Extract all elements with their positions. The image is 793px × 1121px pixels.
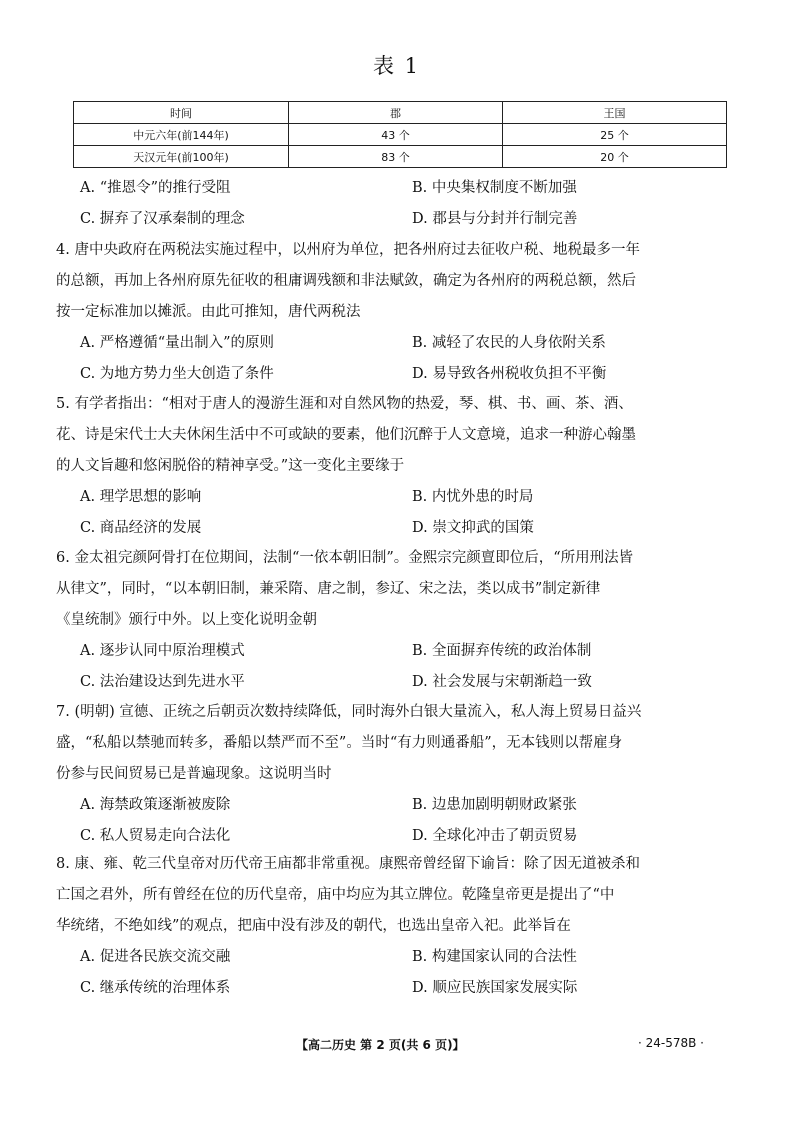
option-c: C. 为地方势力坐大创造了条件 (80, 366, 274, 382)
stem-line: 4. 唐中央政府在两税法实施过程中，以州府为单位，把各州府过去征收户税、地税最多一年 (56, 242, 640, 258)
page-info: 【高二历史 第 2 页(共 6 页)】 (296, 1038, 465, 1052)
stem-line: 按一定标准加以摊派。由此可推知，唐代两税法 (56, 304, 361, 320)
table-cell: 43 个 (289, 124, 503, 146)
question-7 (56, 697, 746, 852)
table-cell: 83 个 (289, 146, 503, 168)
question-stem (56, 849, 746, 942)
option-b: B. 减轻了农民的人身依附关系 (412, 335, 606, 351)
option-d: D. 全球化冲击了朝贡贸易 (412, 828, 578, 844)
option-a: A. “推恩令”的推行受阻 (80, 180, 231, 196)
option-b: B. 边患加剧明朝财政紧张 (412, 797, 577, 813)
table-header-cell: 王国 (503, 102, 727, 124)
stem-line: 6. 金太祖完颜阿骨打在位期间，法制“一依本朝旧制”。金熙宗完颜亶即位后，“所用刑法皆 (56, 550, 634, 566)
table-header-cell: 时间 (74, 102, 289, 124)
question-stem (56, 235, 746, 328)
question-4 (56, 235, 746, 390)
question-6 (56, 543, 746, 698)
table-row (74, 124, 727, 146)
stem-line: 华统绪，不绝如线”的观点，把庙中没有涉及的朝代，也选出皇帝入祀。此举旨在 (56, 918, 571, 934)
question-3-options (56, 173, 746, 235)
table-title: 表 1 (372, 54, 421, 78)
option-d: D. 易导致各州税收负担不平衡 (412, 366, 607, 382)
stem-line: 的总额，再加上各州府原先征收的租庸调残额和非法赋敛，确定为各州府的两税总额，然后 (56, 273, 636, 289)
option-a: A. 逐步认同中原治理模式 (80, 643, 245, 659)
option-d: D. 社会发展与宋朝渐趋一致 (412, 674, 592, 690)
stem-line: 5. 有学者指出：“相对于唐人的漫游生涯和对自然风物的热爱，琴、棋、书、画、茶、酒、 (56, 396, 633, 412)
stem-line: 亡国之君外，所有曾经在位的历代皇帝，庙中均应为其立牌位。乾隆皇帝更是提出了“中 (56, 887, 615, 903)
table-row (74, 146, 727, 168)
data-table (73, 101, 727, 168)
question-5 (56, 389, 746, 544)
stem-line: 盛，“私船以禁驰而转多，番船以禁严而不至”。当时“有力则通番船”，无本钱则以帮雇身 (56, 735, 623, 751)
option-a: A. 促进各民族交流交融 (80, 949, 231, 965)
table-header-row (74, 102, 727, 124)
stem-line: 花、诗是宋代士大夫休闲生活中不可或缺的要素，他们沉醉于人文意境，追求一种游心翰墨 (56, 427, 636, 443)
table-cell: 天汉元年(前100年) (74, 146, 289, 168)
option-b: B. 全面摒弃传统的政治体制 (412, 643, 592, 659)
stem-line: 7. (明朝) 宣德、正统之后朝贡次数持续降低，同时海外白银大量流入，私人海上贸易日益兴 (56, 704, 642, 720)
stem-line: 的人文旨趣和悠闲脱俗的精神享受。”这一变化主要缘于 (56, 458, 405, 474)
option-a: A. 理学思想的影响 (80, 489, 202, 505)
option-c: C. 商品经济的发展 (80, 520, 202, 536)
stem-line: 份参与民间贸易已是普遍现象。这说明当时 (56, 766, 332, 782)
table-cell: 25 个 (503, 124, 727, 146)
option-d: D. 郡县与分封并行制完善 (412, 211, 578, 227)
question-8 (56, 849, 746, 1004)
option-b: B. 构建国家认同的合法性 (412, 949, 577, 965)
option-b: B. 内忧外患的时局 (412, 489, 534, 505)
option-d: D. 顺应民族国家发展实际 (412, 980, 578, 996)
option-c: C. 法治建设达到先进水平 (80, 674, 245, 690)
table-cell: 中元六年(前144年) (74, 124, 289, 146)
stem-line: 从律文”，同时，“以本朝旧制，兼采隋、唐之制，参辽、宋之法，类以成书”制定新律 (56, 581, 601, 597)
page-footer (0, 1036, 793, 1056)
option-c: C. 继承传统的治理体系 (80, 980, 231, 996)
stem-line: 8. 康、雍、乾三代皇帝对历代帝王庙都非常重视。康熙帝曾经留下谕旨：除了因无道被杀和 (56, 856, 640, 872)
question-stem (56, 389, 746, 482)
option-a: A. 海禁政策逐渐被废除 (80, 797, 231, 813)
option-b: B. 中央集权制度不断加强 (412, 180, 577, 196)
option-d: D. 崇文抑武的国策 (412, 520, 534, 536)
exam-code: · 24-578B · (638, 1036, 704, 1050)
option-c: C. 摒弃了汉承秦制的理念 (80, 211, 245, 227)
option-c: C. 私人贸易走向合法化 (80, 828, 231, 844)
option-a: A. 严格遵循“量出制入”的原则 (80, 335, 275, 351)
table-header-cell: 郡 (289, 102, 503, 124)
question-stem (56, 543, 746, 636)
stem-line: 《皇统制》颁行中外。以上变化说明金朝 (56, 612, 317, 628)
question-stem (56, 697, 746, 790)
table-cell: 20 个 (503, 146, 727, 168)
